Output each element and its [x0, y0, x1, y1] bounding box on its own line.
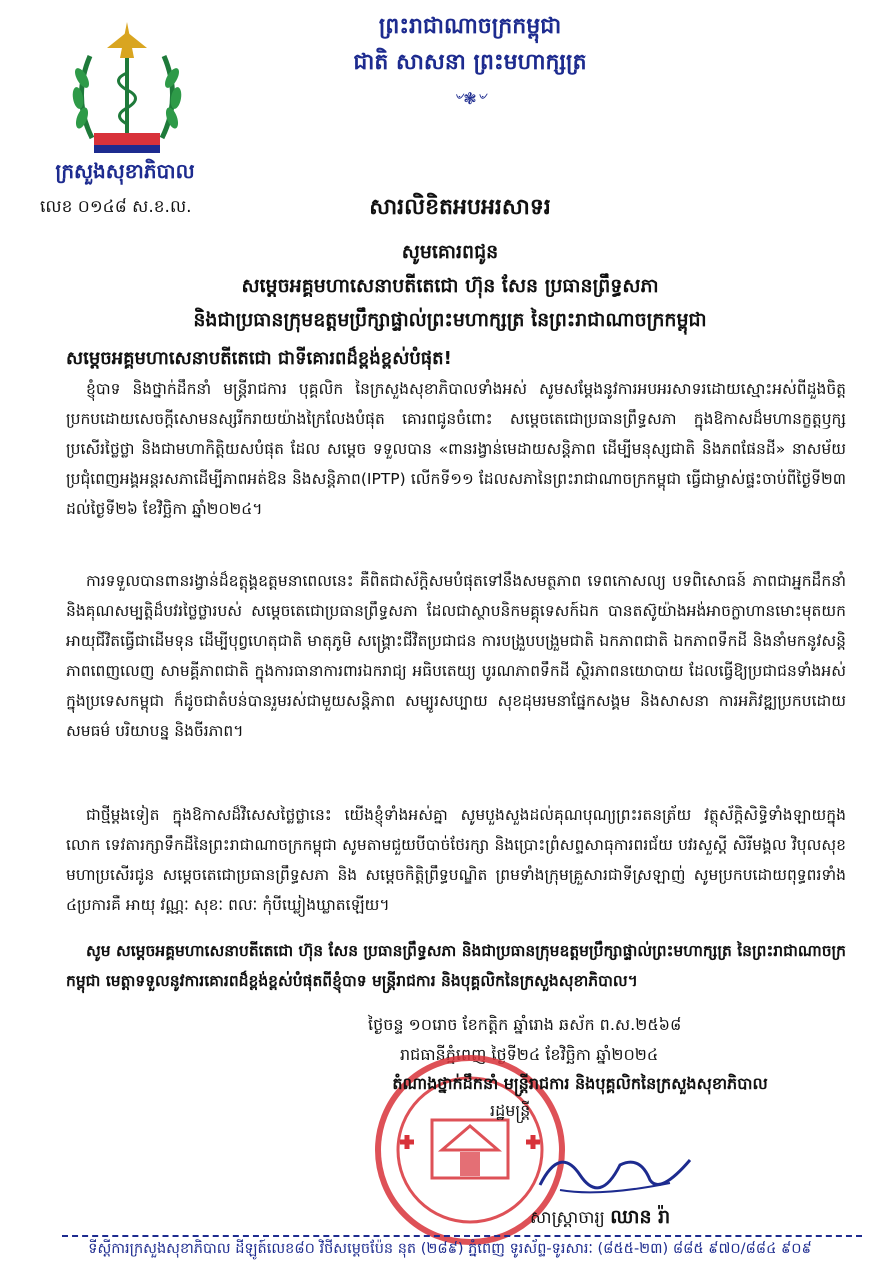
- signer-name: [530, 1205, 670, 1233]
- footer-divider: [62, 1235, 862, 1237]
- handwritten-signature: [520, 1135, 720, 1205]
- address-line-1: សូមគោរពជូន: [401, 241, 499, 263]
- signer-fullname: ឈាន រ៉ា: [610, 1206, 671, 1228]
- kingdom-heading: ព្រះរាជាណាចក្រកម្ពុជា: [378, 14, 562, 39]
- ministry-logo: [62, 18, 192, 168]
- ministry-name: ក្រសួងសុខាភិបាល: [55, 159, 195, 183]
- address-line-3: និងជាប្រធានក្រុមឧត្តមប្រឹក្សាផ្ទាល់ព្រះមហាក្សត្រ នៃព្រះរាជាណាចក្រកម្ពុជា: [193, 309, 707, 331]
- paragraph-4: សូម សម្តេចអគ្គមហាសេនាបតីតេជោ ហ៊ុន សែន ប្រធានព្រឹទ្ធសភា និងជាប្រធានក្រុមឧត្តមប្រឹក្សាផ្ទាល់ព្រះមហាក្សត្រ នៃព្រះរាជាណាចក្រកម្ពុជា មេត្តាទទួលនូវការគោរពដ៏ខ្ពង់ខ្ពស់បំផុតពីខ្ញុំបាទ មន្ត្រីរាជការ និងបុគ្គលិកនៃក្រសួងសុខាភិបាល។: [66, 942, 846, 990]
- document-title: សារលិខិតអបអរសាទរ: [369, 195, 551, 220]
- lunar-date: ថ្ងៃចន្ទ ១០រោច ខែកត្តិក ឆ្នាំរោង ឆស័ក ព.ស.២៥៦៨: [368, 1015, 682, 1034]
- address-line-2: សម្តេចអគ្គមហាសេនាបតីតេជោ ហ៊ុន សែន ប្រធានព្រឹទ្ធសភា: [241, 275, 659, 297]
- signer-title: តំណាងថ្នាក់ដឹកនាំ មន្ត្រីរាជការ និងបុគ្គលិកនៃក្រសួងសុខាភិបាល: [392, 1074, 768, 1093]
- gregorian-date: រាជធានីភ្នំពេញ ថ្ងៃទី២៤ ខែវិច្ឆិកា ឆ្នាំ២០២៤: [400, 1045, 659, 1064]
- paragraph-2: ការទទួលបានពានរង្វាន់ដ៏ឧត្តុង្គឧត្តមនាពេលនេះ គឺពិតជាស័ក្តិសមបំផុតទៅនឹងសមត្ថភាព ទេពកោសល្យ បទពិសោធន៍ ភាពជាអ្នកដឹកនាំ និងគុណសម្បត្តិដ៏បវរថ្លៃថ្លារបស់ សម្តេចតេជោប្រធានព្រឹទ្ធសភា ដែលជាស្ថាបនិកមគ្គុទេសក៍ឯក បានតស៊ូយ៉ាងអង់អាចក្លាហានមោះមុតយកអាយុជីវិតធ្វើជាដើមទុន ដើម្បីបុព្វហេតុជាតិ មាតុភូមិ សង្គ្រោះជីវិតប្រជាជន ការបង្រួបបង្រួមជាតិ ឯកភាពជាតិ ឯកភាពទឹកដី និងនាំមកនូវសន្តិភាពពេញលេញ សាមគ្គីភាពជាតិ ក្នុងការធានាការពារឯករាជ្យ អធិបតេយ្យ បូរណភាពទឹកដី ស្ថិរភាពនយោបាយ ដែលធ្វើឱ្យប្រជាជនទាំងអស់ក្នុងប្រទេសកម្ពុជា ក៏ដូចជាតំបន់បានរួមរស់ជាមួយសន្តិភាព សម្បូរសប្បាយ សុខដុមរមនាផ្នែកសង្គម និងសាសនា ការអភិវឌ្ឍប្រកបដោយសមធម៌ បរិយាបន្ន និងចីរភាព។: [66, 572, 846, 740]
- paragraph-1: ខ្ញុំបាទ និងថ្នាក់ដឹកនាំ មន្ត្រីរាជការ បុគ្គលិក នៃក្រសួងសុខាភិបាលទាំងអស់ សូមសម្តែងនូវការអបអរសាទរដោយស្មោះអស់ពីដួងចិត្ត ប្រកបដោយសេចក្តីសោមនស្សរីករាយយ៉ាងក្រៃលែងបំផុត គោរពជូនចំពោះ សម្តេចតេជោប្រធានព្រឹទ្ធសភា ក្នុងឱកាសដ៏មហានក្ខត្តឫក្សប្រសើរថ្លៃថ្លា និងជាមហាកិត្តិយសបំផុត ដែល សម្តេច ទទួលបាន «ពានរង្វាន់មេដាយសន្តិភាព ដើម្បីមនុស្សជាតិ និងភពផែនដី» នាសម័យប្រជុំពេញអង្គអន្តរសភាដើម្បីភាពអត់ឱន និងសន្តិភាព(IPTP) លើកទី១១ ដែលសភានៃព្រះរាជាណាចក្រកម្ពុជា ធ្វើជាម្ចាស់ផ្ទះចាប់ពីថ្ងៃទី២៣ ដល់ថ្ងៃទី២៦ ខែវិច្ឆិកា ឆ្នាំ២០២៤។: [66, 380, 846, 518]
- national-motto: ជាតិ សាសនា ព្រះមហាក្សត្រ: [353, 50, 587, 75]
- reference-number: លេខ ០១៤៨ ស.ខ.ល.: [40, 197, 192, 217]
- salutation: សម្តេចអគ្គមហាសេនាបតីតេជោ ជាទីគោរពដ៏ខ្ពង់ខ្ពស់បំផុត!: [66, 348, 452, 369]
- paragraph-3: ជាថ្មីម្តងទៀត ក្នុងឱកាសដ៏វិសេសថ្លៃថ្លានេះ យើងខ្ញុំទាំងអស់គ្នា សូមបួងសួងដល់គុណបុណ្យព្រះរតនត្រ័យ វត្ថុស័ក្តិសិទ្ធិទាំងឡាយក្នុងលោក ទេវតារក្សាទឹកដីនៃព្រះរាជាណាចក្រកម្ពុជា សូមតាមជួយបីបាច់ថែរក្សា និងប្រោះព្រំសព្ទសាធុការពរជ័យ បវរសួស្តី សិរីមង្គល វិបុលសុខ មហាប្រសើរជូន សម្តេចតេជោប្រធានព្រឹទ្ធសភា និង សម្តេចកិត្តិព្រឹទ្ធបណ្ឌិត ព្រមទាំងក្រុមគ្រួសារជាទីស្រឡាញ់ សូមប្រកបដោយពុទ្ធពរទាំង ៤ប្រការគឺ អាយុ វណ្ណៈ សុខៈ ពលៈ កុំបីឃ្លៀងឃ្លាតឡើយ។: [66, 806, 846, 914]
- signer-prefix: សាស្ត្រាចារ្យ: [530, 1208, 605, 1228]
- signer-position: រដ្ឋមន្ត្រី: [490, 1101, 531, 1120]
- footer-address: ទីស្តីការក្រសួងសុខាភិបាល ដីឡូត៍លេខ៨០ វិថីសម្តេចប៉ែន នុត (២៨៩) ភ្នំពេញ ទូរស័ព្ទ-ទូរសារៈ (៨៥៥-២៣) ៨៨៥ ៩៧០/៨៨៤ ៩០៩: [88, 1241, 812, 1257]
- ornament-icon: ৺❃৺: [453, 89, 487, 108]
